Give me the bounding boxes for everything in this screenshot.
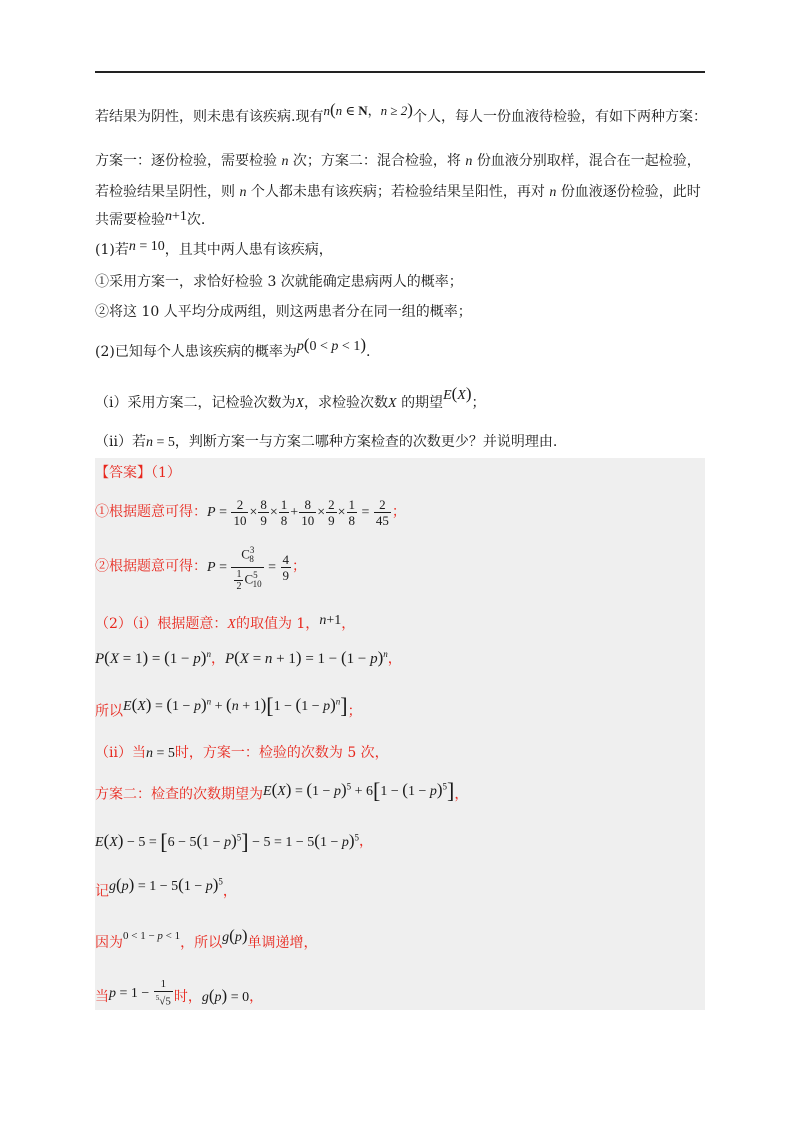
intro-text: 份血液逐份检验，此时 [560,184,701,200]
answer-text: 当 [95,989,109,1005]
intro-text: 共需要检验 [95,212,165,228]
answer-5: 所以$E(X) = (1 - p)^n + (n + 1)[1 - (1 - p)^n]$； [95,692,362,720]
q2-text: 的期望 [401,395,444,411]
math-n-set: n(n ∈ N，n ≥ 2) [323,100,413,119]
math-p-range: p(0 < p < 1) [296,335,366,354]
answer-4: $P(X = 1) = (1 - p)^n$，$P(X = n + 1) = 1 - (1 - p)^n$， [95,648,402,667]
answer-11: 当p = 1 − $\frac{1}{^5√5}$ 时，g(p) = 0， [95,978,264,1009]
intro-line-2 [95,151,701,172]
intro-text: 次. [186,212,206,228]
answer-3: （2）（i）根据题意：X的取值为 1，n+1， [95,613,356,632]
math-formula-EX: $E(X) = (1 - p)^n + (n + 1)[1 - (1 - p)^n]$ [123,692,348,718]
math-n: n [549,185,557,200]
intro-text: 个人，每人一份血液待检验，有如下两种方案： [412,109,707,125]
answer-text: 时， [173,989,202,1005]
q2-head: (2)已知每个人患该疾病的概率为p(0 < p < 1). [95,335,371,360]
q2-text: ，求检验次数 [304,395,389,411]
math-formula-diff: $E(X) - 5 = [6 - 5(1 - p)^5] - 5 = 1 - 5(1 - p)^5$ [95,828,360,854]
q2-i: （i）采用方案二，记检验次数为X，求检验次数X 的期望E(X)； [95,384,486,411]
math-n-plus-1: n+1 [165,209,187,224]
answer-text: ②根据题意可得： [95,558,207,575]
q2-ii [95,432,557,453]
intro-text: 若检验结果呈阴性，则 [95,184,235,200]
intro-text: 方案一：逐份检验，需要检验 [95,153,277,169]
q2-text: (2)已知每个人患该疾病的概率为 [95,344,297,360]
answer-text: 时，方案一：检验的次数为 5 次， [174,745,389,761]
q2-text: （i）采用方案二，记检验次数为 [95,395,296,411]
math-formula-px: $P(X = 1) = (1 - p)^n$ [95,648,211,667]
math-formula-2: P = $C^3_8$ $\frac{1}{2}$ $C^5_{10}$ = $\frac{4}{9}$ [207,545,290,592]
q1-head [95,240,333,261]
q1-text: (1)若 [95,242,129,258]
math-n: n [239,185,247,200]
q1-sub2: ②将这 10 人平均分成两组，则这两患者分在同一组的概率； [95,304,472,320]
math-formula-px2: $P(X = n + 1) = 1 - (1 - p)^n$ [224,648,388,667]
answer-8: $E(X) - 5 = [6 - 5(1 - p)^5] - 5 = 1 - 5(1 - p)^5$， [95,828,374,854]
math-X: X [227,617,236,632]
intro-line-3 [95,182,701,203]
intro-text: 个人都未患有该疾病；若检验结果呈阳性，再对 [250,184,545,200]
answer-text: （ii）当 [95,745,146,761]
answer-10 [95,926,318,954]
answer-box [95,458,705,1010]
answer-9: 记$g(p) = 1 - 5(1 - p)^5$， [95,874,237,900]
math-formula-EX5: $E(X) = (1 - p)^5 + 6[1 - (1 - p)^5]$ [263,777,455,803]
answer-tag-line [95,463,181,483]
intro-line-1 [95,100,707,127]
answer-text: 因为 [95,935,123,951]
q1-sub1: ①采用方案一，求恰好检验 3 次就能确定患病两人的概率； [95,274,463,290]
answer-text: （2）（i）根据题意： [95,616,228,632]
q2-text: （ii）若 [95,434,146,450]
header-rule [95,71,705,73]
answer-text: 所以 [95,703,123,720]
answer-1: ①根据题意可得：P = $\frac{2}{10}$ × $\frac{8}{9}$ × $\frac{1}{8}$ + $\frac{8}{10}$ × $\frac{2}{9}$ × $\frac{1}{8}$ = $\frac{2}{45}$ ； [95,497,406,529]
answer-text: 的取值为 1， [235,616,320,632]
intro-line-4 [95,210,205,231]
intro-text: 次；方案二：混合检验，将 [292,153,461,169]
q1-text: ，且其中两人患有该疾病， [164,242,333,258]
math-X: X [388,396,397,411]
answer-text: 单调递增， [247,935,318,951]
math-g-zero: g(p) = 0 [201,986,250,1005]
math-n-eq-5: n = 5 [145,435,175,450]
math-ineq: 0 < 1 − p < 1 [123,930,181,942]
answer-text: ①根据题意可得： [95,504,207,520]
math-n-eq-10: n = 10 [128,239,165,254]
q2-text: ，判断方案一与方案二哪种方案检查的次数更少？并说明理由. [174,434,558,450]
answer-7: 方案二：检查的次数期望为$E(X) = (1 - p)^5 + 6[1 - (1 - p)^5]$， [95,777,469,803]
math-n-plus-1: n+1 [319,613,342,628]
math-formula-1: P = $\frac{2}{10}$ × $\frac{8}{9}$ × $\frac{1}{8}$ + $\frac{8}{10}$ × $\frac{2}{9}$ × $\frac{1}{8}$ = $\frac{2}{45}$ [207,497,389,529]
math-X: X [295,396,305,411]
math-n: n [465,154,473,169]
answer-tag: 【答案】 [95,465,151,481]
math-n-eq-5: n = 5 [145,746,175,761]
math-g: g(p) [222,926,248,945]
answer-text: 方案二：检查的次数期望为 [95,786,263,803]
answer-6 [95,743,389,764]
math-g-def: $g(p) = 1 - 5(1 - p)^5$ [109,874,223,894]
math-EX: E(X) [443,384,472,403]
intro-text: 若结果为阴性，则未患有该疾病.现有 [95,109,324,125]
math-n: n [281,154,289,169]
answer-text: 记 [95,883,109,900]
answer-text: ，所以 [180,935,223,951]
intro-text: 份血液分别取样，混合在一起检验， [476,153,701,169]
answer-2: ②根据题意可得：P = $C^3_8$ $\frac{1}{2}$ $C^5_{10}$ = $\frac{4}{9}$ ； [95,545,307,592]
answer-text: （1） [151,465,181,481]
math-p-root: p = 1 − $\frac{1}{^5√5}$ [109,978,171,1009]
